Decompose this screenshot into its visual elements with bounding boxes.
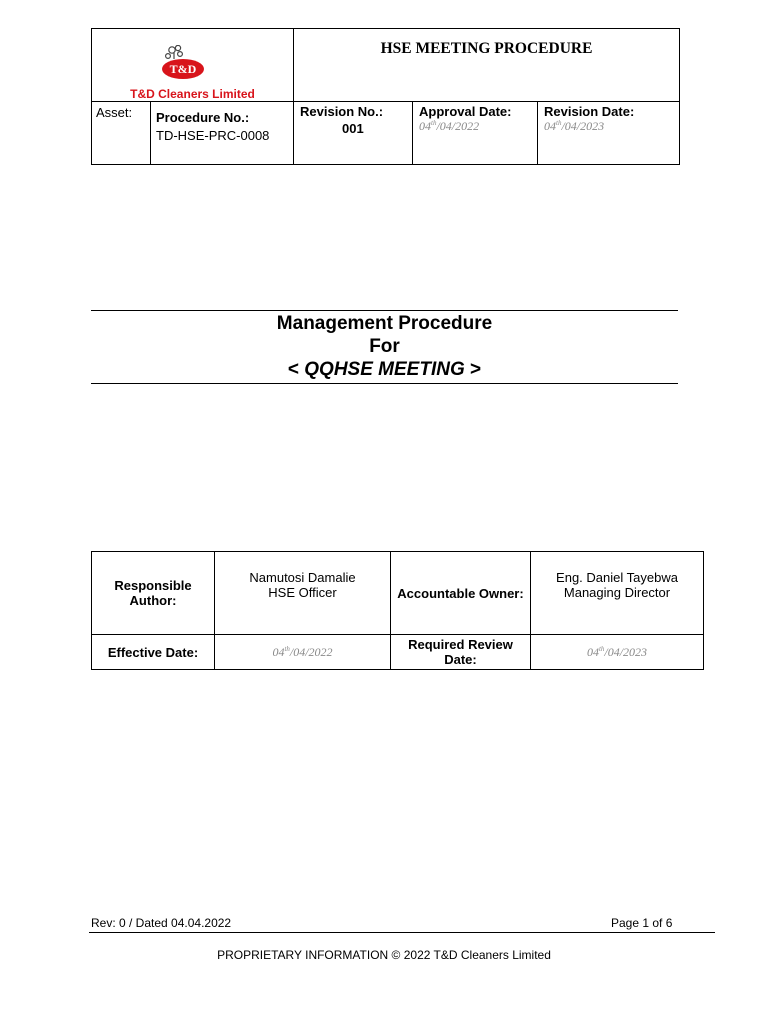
footer-revision: Rev: 0 / Dated 04.04.2022 bbox=[91, 916, 232, 930]
author-name: Namutosi Damalie bbox=[249, 570, 356, 585]
revision-date-cell bbox=[538, 102, 680, 165]
company-logo-icon bbox=[158, 45, 220, 85]
revision-date-label: Revision Date: bbox=[544, 104, 635, 119]
title-top-rule bbox=[91, 310, 678, 311]
owner-name: Eng. Daniel Tayebwa bbox=[556, 570, 678, 585]
svg-text:T&D: T&D bbox=[169, 62, 197, 76]
title-subject: QQHSE MEETING bbox=[304, 359, 465, 380]
owner-cell bbox=[531, 552, 704, 635]
procedure-cell bbox=[151, 102, 294, 165]
approval-date: 04th/04/2022 bbox=[419, 119, 480, 133]
footer-proprietary: PROPRIETARY INFORMATION © 2022 T&D Cleaners Limited bbox=[217, 948, 551, 962]
doc-title: HSE MEETING PROCEDURE bbox=[380, 40, 593, 57]
approval-label: Approval Date: bbox=[419, 104, 512, 119]
asset-cell bbox=[92, 102, 151, 165]
title-bottom-rule bbox=[91, 383, 678, 384]
responsibility-table bbox=[91, 551, 704, 670]
procedure-label: Procedure No.: bbox=[156, 110, 250, 125]
footer-page-number: Page 1 of 6 bbox=[611, 916, 673, 930]
company-name: T&D Cleaners Limited bbox=[130, 87, 255, 101]
owner-label: Accountable Owner: bbox=[391, 552, 531, 635]
review-label: Required Review Date: bbox=[391, 635, 531, 670]
asset-label: Asset: bbox=[96, 105, 133, 120]
revision-cell bbox=[294, 102, 413, 165]
revision-date: 04th/04/2023 bbox=[544, 119, 605, 133]
author-label: Responsible Author: bbox=[92, 552, 215, 635]
effective-date: 04th/04/2022 bbox=[215, 635, 391, 670]
title-line-2: For bbox=[369, 336, 400, 357]
review-date: 04th/04/2023 bbox=[531, 635, 704, 670]
title-line-1: Management Procedure bbox=[276, 313, 493, 334]
footer-rule bbox=[89, 932, 715, 933]
owner-role: Managing Director bbox=[563, 585, 671, 600]
procedure-value: TD-HSE-PRC-0008 bbox=[156, 128, 270, 143]
doc-title-cell bbox=[294, 29, 680, 102]
author-role: HSE Officer bbox=[268, 585, 337, 600]
effective-label: Effective Date: bbox=[92, 635, 215, 670]
document-header-table bbox=[91, 28, 680, 165]
author-cell bbox=[215, 552, 391, 635]
approval-cell bbox=[413, 102, 538, 165]
revision-value: 001 bbox=[342, 121, 364, 136]
title-line-3: < QQHSE MEETING > bbox=[287, 359, 482, 380]
logo-cell bbox=[92, 29, 294, 102]
revision-label: Revision No.: bbox=[300, 104, 384, 119]
